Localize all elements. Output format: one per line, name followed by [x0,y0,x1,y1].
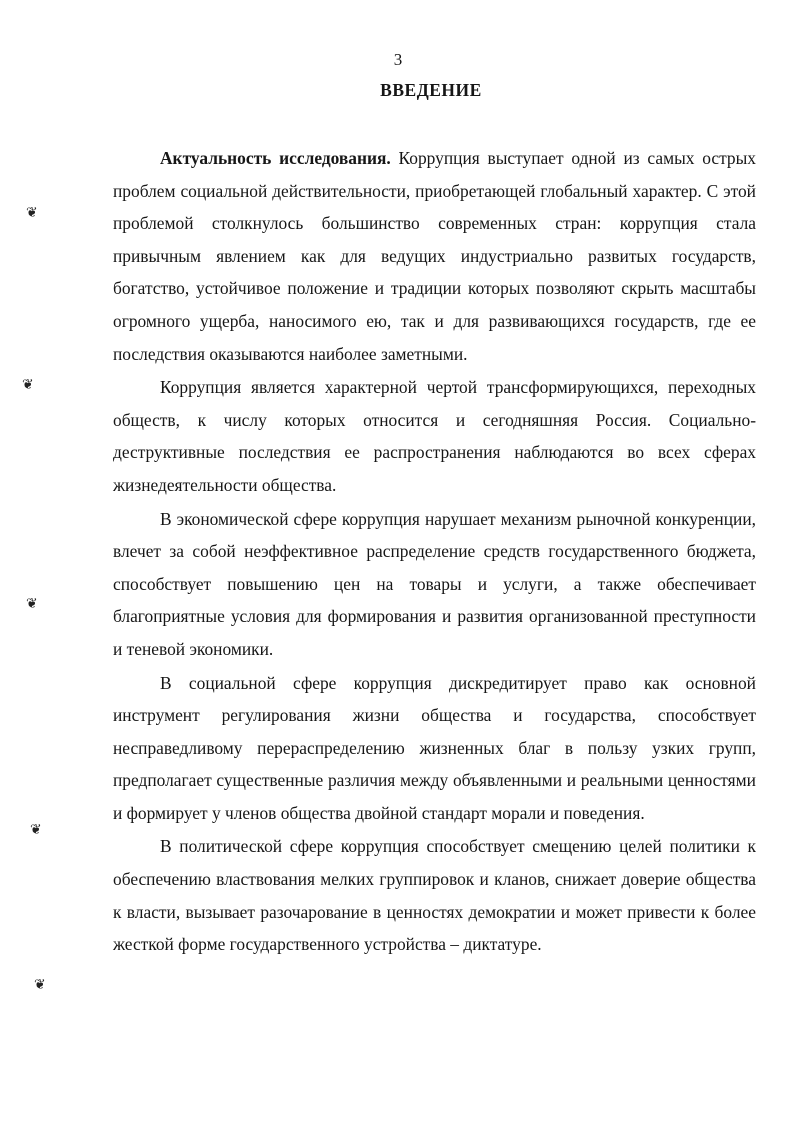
page-title: ВВЕДЕНИЕ [380,80,482,100]
binding-hole-mark: ❦ [26,205,38,221]
paragraph-economic-sphere: В экономической сфере коррупция нарушает механизм рыночной конкуренции, влечет за собой неэффективное распределение средств государственного бюджета, способствует повышению цен на товары и услуги, а также обеспечивает благоприятные условия для формирования и развития организованной преступности и теневой экономики. [113,508,756,659]
paragraph-text: Коррупция выступает одной из самых острых проблем социальной действительности, приобретающей глобальный характер. С этой проблемой столкнулось большинство современных стран: коррупция стала привычным явлением как для ведущих индустриально развитых государств, богатство, устойчивое положение и традиции которых позволяют скрыть масштабы огромного ущерба, наносимого ею, так и для развивающихся государств, где ее последствия оказываются наиболее заметными. [113,148,756,364]
binding-hole-mark: ❦ [30,822,42,838]
page-number: 3 [393,50,403,69]
document-body [113,142,756,961]
paragraph-social-sphere: В социальной сфере коррупция дискредитирует право как основной инструмент регулирования жизни общества и государства, способствует несправедливому перераспределению жизненных благ в пользу узких групп, предполагает существенные различия между объявленными и реальными ценностями и формирует у членов общества двойной стандарт морали и поведения. [113,672,756,823]
binding-hole-mark: ❦ [34,977,46,993]
binding-hole-mark: ❦ [26,596,38,612]
paragraph-political-sphere: В политической сфере коррупция способствует смещению целей политики к обеспечению властвования мелких группировок и кланов, снижает доверие общества к власти, вызывает разочарование в ценностях демократии и может привести к более жесткой форме государственного устройства – диктатуре. [113,836,756,955]
paragraph-lead: Актуальность исследования. [160,148,391,168]
paragraph-transforming-societies: Коррупция является характерной чертой трансформирующихся, переходных обществ, к числу которых относится и сегодняшняя Россия. Социально-деструктивные последствия ее распространения наблюдаются во всех сферах жизнедеятельности общества. [113,377,756,495]
paragraph-relevance [113,142,756,370]
binding-hole-mark: ❦ [22,377,34,393]
